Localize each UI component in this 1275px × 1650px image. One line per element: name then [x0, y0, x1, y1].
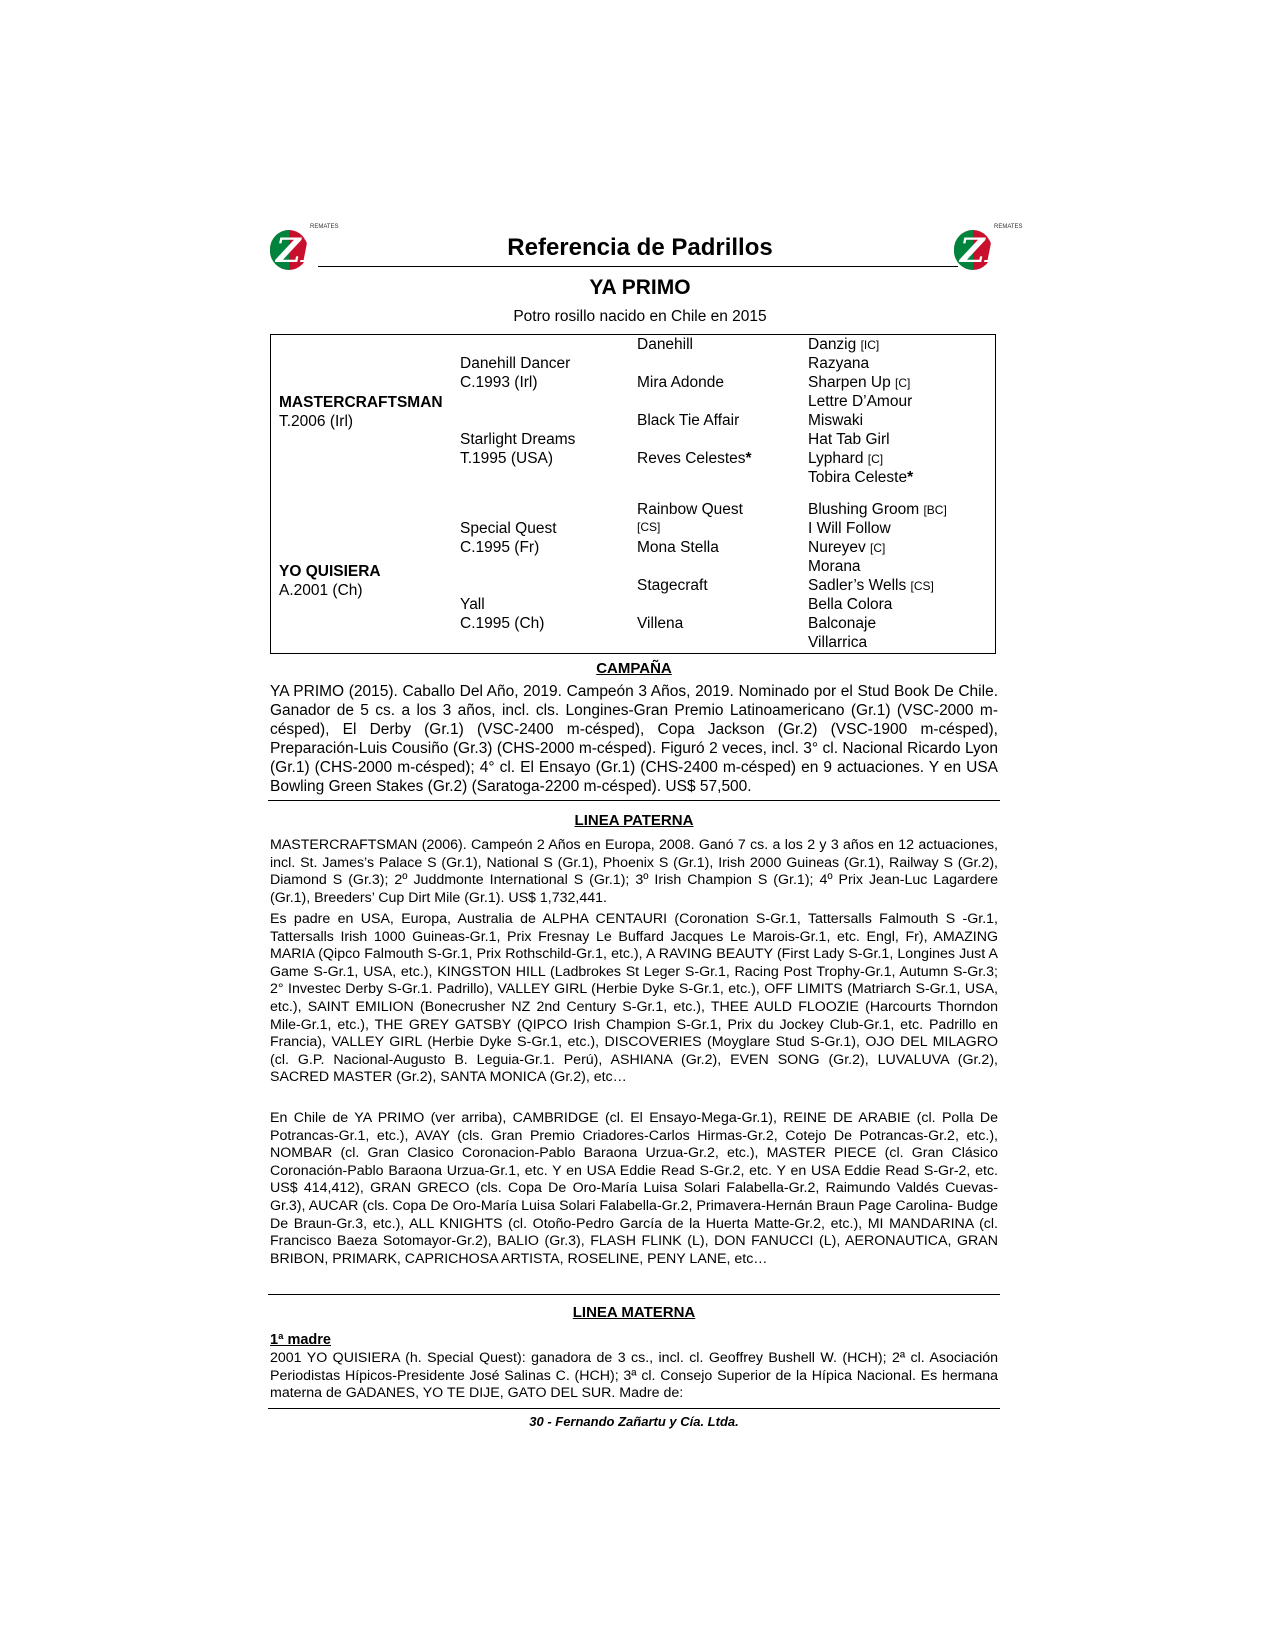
- company-logo-left: ZL REMATES: [268, 224, 316, 274]
- gen2-info: C.1995 (Ch): [460, 615, 545, 632]
- footer-divider: [268, 1408, 1000, 1409]
- gen4-item: Danzig [IC]: [808, 336, 880, 353]
- header-divider: [318, 266, 958, 267]
- gen4-item: I Will Follow: [808, 520, 891, 537]
- gen2-name: Starlight Dreams: [460, 431, 576, 448]
- gen2-info: T.1995 (USA): [460, 450, 554, 467]
- gen4-item: Tobira Celeste*: [808, 469, 914, 486]
- linea-paterna-p2: Es padre en USA, Europa, Australia de ALPHA CENTAURI (Coronation S-Gr.1, Tattersalls Falmouth S -Gr.1, Tattersalls Irish 1000 Guineas-Gr.1, Prix Fresnay Le Buffard Jacques Le Marois-Gr.1, etc. Engl, Fr), AMAZING MARIA (Qipco Falmouth S-Gr.1, Prix Rothschild-Gr.1, etc.), A RAVING BEAUTY (First Lady S-Gr.1, Longines Just A Game S-Gr.1, USA, etc.), KINGSTON HILL (Ladbrokes St Leger S-Gr.1, Racing Post Trophy-Gr.1, Autumn S-Gr.3; 2° Investec Derby S-Gr.1. Padrillo), VALLEY GIRL (Herbie Dyke S-Gr.1, etc.), OFF LIMITS (Matriarch S-Gr.1, USA, etc.), SAINT EMILION (Bonecrusher NZ 2nd Century S-Gr.1, etc.), THEE AULD FLOOZIE (Harcourts Thorndon Mile-Gr.1, etc.), THE GREY GATSBY (QIPCO Irish Champion S-Gr.1, Prix du Jockey Club-Gr.1, etc. Padrillo en Francia), VALLEY GIRL (Herbie Dyke S-Gr.1, etc.), DISCOVERIES (Moyglare Stud S-Gr.1), OJO DEL MILAGRO (cl. G.P. Nacional-Augusto B. Leguia-Gr.1. Perú), ASHIANA (Gr.2), EVEN SONG (Gr.2), LUVALUVA (Gr.2), SACRED MASTER (Gr.2), SANTA MONICA (Gr.2), etc…: [270, 911, 998, 1086]
- gen4-item: Villarrica: [808, 634, 868, 651]
- gen2-info: C.1995 (Fr): [460, 539, 540, 556]
- horse-subtitle: Potro rosillo nacido en Chile en 2015: [513, 308, 767, 325]
- linea-paterna-p3: En Chile de YA PRIMO (ver arriba), CAMBRIDGE (cl. El Ensayo-Mega-Gr.1), REINE DE ARABIE (cl. Polla De Potrancas-Gr.1, etc.), AVAY (cls. Gran Premio Criadores-Carlos Hirmas-Gr.2, Cotejo De Potrancas-Gr.2, etc.), NOMBAR (cl. Gran Clasico Coronacion-Pablo Baraona Urzua-Gr.2, etc.), MASTER PIECE (cl. Gran Clásico Coronación-Pablo Baraona Urzua-Gr.1, etc. Y en USA Eddie Read S-Gr.2, etc. Y en USA Eddie Read S-Gr-2, etc. US$ 414,412), GRAN GRECO (cls. Copa De Oro-María Luisa Solari Falabella-Gr.2, Raimundo Valdés Cuevas-Gr.3), AUCAR (cls. Copa De Oro-María Luisa Solari Falabella-Gr.2, Primavera-Hernán Braun Page Carolina- Budge De Braun-Gr.3, etc.), ALL KNIGHTS (cl. Otoño-Pedro García de la Huerta Matte-Gr.2, etc.), MI MANDARINA (cl. Francisco Baeza Sotomayor-Gr.2), BALIO (Gr.3), FLASH FLINK (L), DON FANUCCI (L), AERONAUTICA, GRAN BRIBON, PRIMARK, CAPRICHOSA ARTISTA, ROSELINE, PENY LANE, etc…: [270, 1110, 998, 1267]
- company-logo-right: ZL REMATES: [952, 224, 1000, 274]
- gen2-name: Yall: [460, 596, 485, 613]
- gen3-tag: [CS]: [637, 520, 661, 534]
- section-divider: [268, 1294, 1000, 1295]
- gen3-item: Reves Celestes*: [637, 450, 752, 467]
- section-divider: [268, 800, 1000, 801]
- gen4-item: Miswaki: [808, 412, 864, 429]
- sire-info: T.2006 (Irl): [279, 413, 354, 430]
- linea-paterna-p1: MASTERCRAFTSMAN (2006). Campeón 2 Años en Europa, 2008. Ganó 7 cs. a los 2 y 3 años en 12 actuaciones, incl. St. James’s Palace S (Gr.1), National S (Gr.1), Phoenix S (Gr.1), Irish 2000 Guineas (Gr.1), Railway S (Gr.2), Diamond S (Gr.3); 2º Juddmonte International S (Gr.1); 3º Irish Champion S (Gr.1); 4º Prix Jean-Luc Lagardere (Gr.1), Breeders’ Cup Dirt Mile (Gr.1). US$ 1,732,441.: [270, 837, 998, 906]
- linea-materna-heading: LINEA MATERNA: [572, 1304, 696, 1321]
- gen4-item: Bella Colora: [808, 596, 893, 613]
- gen3-item: Black Tie Affair: [637, 412, 740, 429]
- sire-name: MASTERCRAFTSMAN: [279, 394, 443, 411]
- gen2-name: Danehill Dancer: [460, 355, 571, 372]
- page-footer: 30 - Fernando Zañartu y Cía. Ltda.: [529, 1414, 739, 1429]
- gen3-item: Rainbow Quest: [637, 501, 743, 518]
- campana-heading: CAMPAÑA: [596, 660, 672, 677]
- pedigree-table: [270, 334, 996, 654]
- gen4-item: Morana: [808, 558, 861, 575]
- gen3-item: Danehill: [637, 336, 694, 353]
- gen4-item: Balconaje: [808, 615, 877, 632]
- gen4-item: Nureyev [C]: [808, 539, 886, 556]
- linea-materna-text: 2001 YO QUISIERA (h. Special Quest): ganadora de 3 cs., incl. cl. Geoffrey Bushell W. (HCH); 2ª cl. Asociación Periodistas Hípicos-Presidente José Salinas C. (HCH); 3ª cl. Consejo Superior de la Hípica Nacional. Es hermana materna de GADANES, YO TE DIJE, GATO DEL SUR. Madre de:: [270, 1350, 998, 1402]
- campana-text: YA PRIMO (2015). Caballo Del Año, 2019. Campeón 3 Años, 2019. Nominado por el Stud Book De Chile. Ganador de 5 cs. a los 3 años, incl. cls. Longines-Gran Premio Latinoamericano (Gr.1) (VSC-2000 m-césped), El Derby (Gr.1) (VSC-2400 m-césped), Copa Jackson (Gr.2) (VSC-1900 m-césped), Preparación-Luis Cousiño (Gr.3) (CHS-2000 m-césped). Figuró 2 veces, incl. 3° cl. Nacional Ricardo Lyon (Gr.1) (CHS-2000 m-césped); 4° cl. El Ensayo (Gr.1) (CHS-2400 m-césped) en 9 actuaciones. Y en USA Bowling Green Stakes (Gr.2) (Saratoga-2200 m-césped). US$ 57,500.: [270, 683, 998, 795]
- gen4-item: Sadler’s Wells [CS]: [808, 577, 934, 594]
- dam-name: YO QUISIERA: [279, 563, 381, 580]
- first-dam-heading: 1ª madre: [270, 1332, 331, 1348]
- gen3-item: Mona Stella: [637, 539, 719, 556]
- gen3-item: Mira Adonde: [637, 374, 725, 391]
- linea-paterna-heading: LINEA PATERNA: [574, 812, 694, 829]
- gen4-item: Sharpen Up [C]: [808, 374, 911, 391]
- gen3-item: Villena: [637, 615, 684, 632]
- gen2-info: C.1993 (Irl): [460, 374, 538, 391]
- gen4-item: Blushing Groom [BC]: [808, 501, 947, 518]
- gen4-item: Razyana: [808, 355, 870, 372]
- dam-info: A.2001 (Ch): [279, 582, 363, 599]
- gen4-item: Lettre D’Amour: [808, 393, 913, 410]
- gen2-name: Special Quest: [460, 520, 557, 537]
- gen3-item: Stagecraft: [637, 577, 708, 594]
- page-title: Referencia de Padrillos: [507, 234, 773, 261]
- gen4-item: Lyphard [C]: [808, 450, 884, 467]
- horse-name: YA PRIMO: [589, 276, 691, 299]
- gen4-item: Hat Tab Girl: [808, 431, 890, 448]
